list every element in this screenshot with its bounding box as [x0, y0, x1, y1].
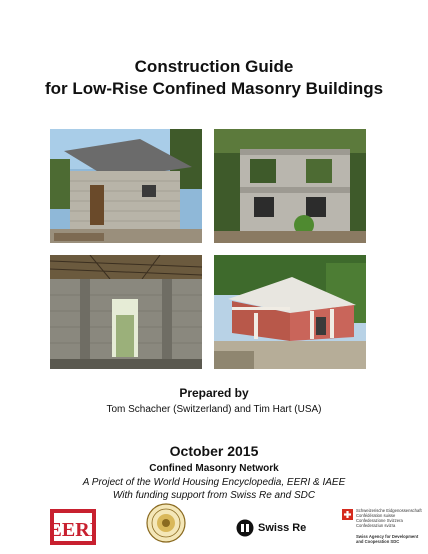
sdc-text-line: Swiss Agency for Development [356, 534, 419, 539]
network-name: Confined Masonry Network [149, 463, 279, 474]
project-line: A Project of the World Housing Encyclopedia, EERI & IAEE [82, 477, 346, 488]
swiss-cross-icon [342, 509, 353, 520]
sdc-text-line: Confédération suisse [356, 513, 396, 518]
sdc-text-line: Confederazione Svizzera [356, 518, 403, 523]
photo-block-house [50, 129, 202, 243]
sdc-text-line: Confederaziun svizra [356, 523, 396, 528]
funding-line: With funding support from Swiss Re and SDC [112, 490, 316, 501]
photo-two-storey-frame [214, 129, 366, 243]
authors: Tom Schacher (Switzerland) and Tim Hart (USA) [106, 404, 322, 415]
title-line-2: for Low-Rise Confined Masonry Buildings [44, 79, 384, 98]
swiss-re-logo [236, 518, 306, 538]
iaee-seal-logo [146, 503, 186, 543]
svg-text:EERI: EERI [50, 519, 96, 541]
sdc-logo [342, 509, 422, 551]
title-line-1: Construction Guide [134, 57, 294, 76]
eeri-logo [50, 509, 96, 545]
sdc-text-line: Schweizerische Eidgenossenschaft [356, 508, 422, 513]
photo-finished-house [214, 255, 366, 369]
swiss-re-wordmark: Swiss Re [258, 522, 307, 534]
prepared-by-label: Prepared by [179, 386, 249, 400]
publication-date: October 2015 [169, 443, 259, 459]
photo-interior [50, 255, 202, 369]
sdc-text-line: and Cooperation SDC [356, 539, 400, 544]
swiss-re-mark-icon [236, 519, 254, 537]
